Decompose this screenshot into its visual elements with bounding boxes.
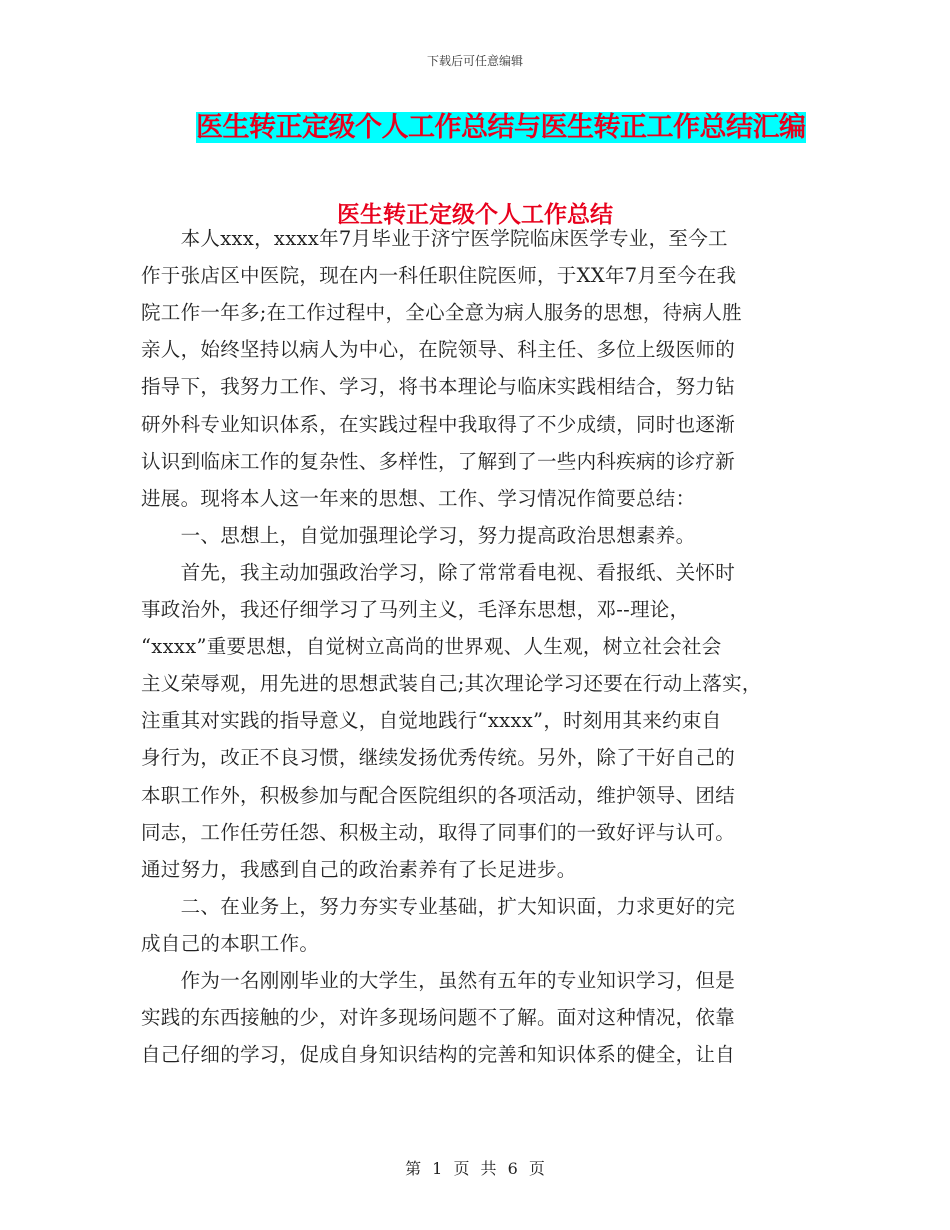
text-line: 本人xxx，xxxx年7月毕业于济宁医学院临床医学专业，至今工 (141, 227, 728, 250)
text-line: “xxxx”重要思想，自觉树立高尚的世界观、人生观，树立社会社会 (141, 635, 722, 659)
text-line: 首先，我主动加强政治学习，除了常常看电视、看报纸、关怀时 (141, 560, 736, 584)
text-line: 认识到临床工作的复杂性、多样性，了解到了一些内科疾病的诊疗新 (141, 449, 736, 473)
text-line: 同志，工作任劳任怨、积极主动，取得了同事们的一致好评与认可。 (141, 820, 736, 844)
text-line: 指导下，我努力工作、学习，将书本理论与临床实践相结合，努力钻 (141, 375, 736, 399)
text-line: 作为一名刚刚毕业的大学生，虽然有五年的专业知识学习，但是 (141, 969, 736, 992)
text-line: 主义荣辱观，用先进的思想武装自己;其次理论学习还要在行动上落实， (141, 672, 762, 696)
text-line: 一、思想上，自觉加强理论学习，努力提高政治思想素养。 (141, 523, 696, 547)
section-title: 医生转正定级个人工作总结 (337, 201, 613, 228)
text-line: 院工作一年多;在工作过程中，全心全意为病人服务的思想，待病人胜 (141, 301, 742, 325)
text-line: 身行为，改正不良习惯，继续发扬优秀传统。另外，除了干好自己的 (141, 746, 736, 770)
document-title-text: 医生转正定级个人工作总结与医生转正工作总结汇编 (196, 112, 806, 143)
text-line: 进展。现将本人这一年来的思想、工作、学习情况作简要总结： (141, 486, 696, 510)
text-line: 本职工作外，积极参加与配合医院组织的各项活动，维护领导、团结 (141, 783, 736, 807)
text-line: 注重其对实践的指导意义，自觉地践行“xxxx”，时刻用其来约束自 (141, 709, 722, 733)
page-footer: 第 1 页 共 6 页 (405, 1159, 545, 1178)
text-line: 二、在业务上，努力夯实专业基础，扩大知识面，力求更好的完 (141, 894, 736, 918)
header-note: 下载后可任意编辑 (426, 54, 523, 68)
text-line: 事政治外，我还仔细学习了马列主义，毛泽东思想，邓--理论， (141, 598, 690, 621)
text-line: 作于张店区中医院，现在内一科任职住院医师，于XX年7月至今在我 (141, 264, 737, 288)
text-line: 通过努力，我感到自己的政治素养有了长足进步。 (141, 857, 577, 881)
text-line: 实践的东西接触的少，对许多现场问题不了解。面对这种情况，依靠 (141, 1006, 736, 1030)
document-title (196, 108, 806, 148)
text-line: 研外科专业知识体系，在实践过程中我取得了不少成绩，同时也逐渐 (141, 412, 736, 436)
text-line: 自己仔细的学习，促成自身知识结构的完善和知识体系的健全，让自 (141, 1043, 736, 1067)
text-line: 亲人，始终坚持以病人为中心，在院领导、科主任、多位上级医师的 (141, 338, 736, 362)
text-line: 成自己的本职工作。 (141, 931, 320, 955)
